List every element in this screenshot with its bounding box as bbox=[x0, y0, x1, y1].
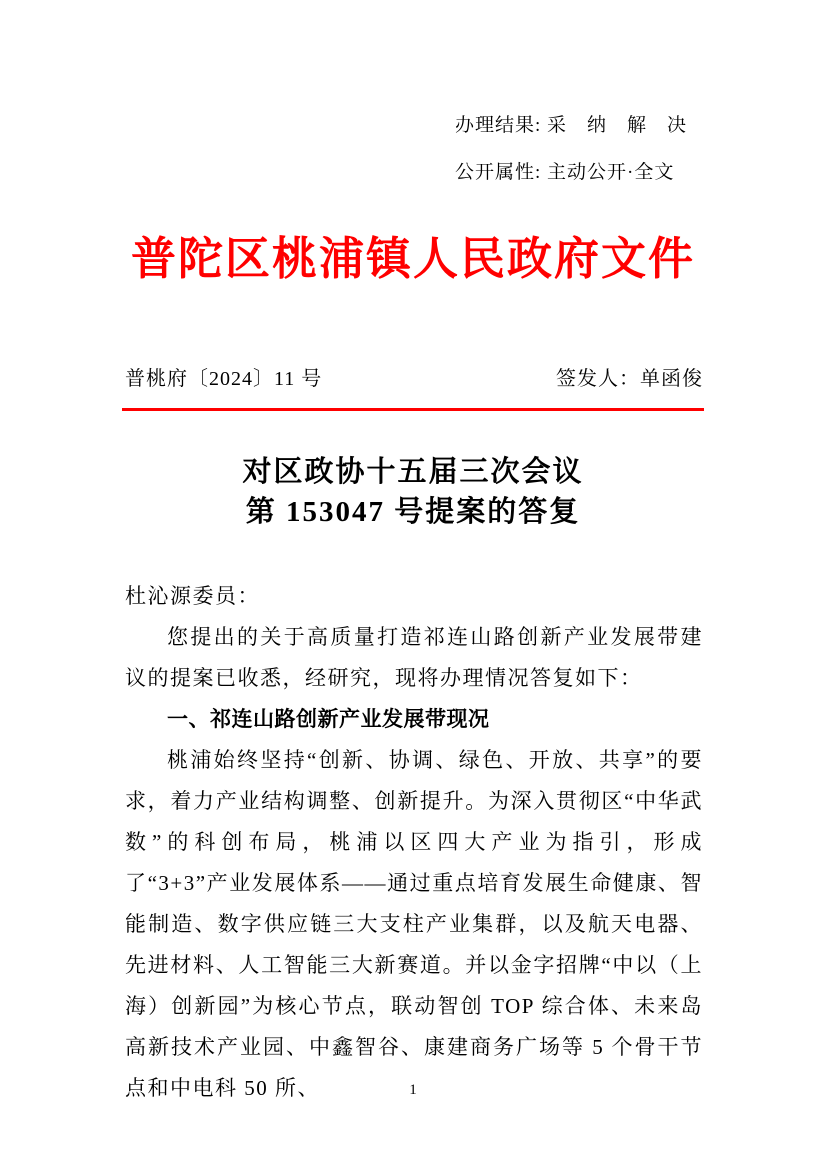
header-info-block bbox=[455, 102, 687, 196]
red-divider-line bbox=[122, 408, 704, 411]
publicity-attribute: 公开属性: 主动公开·全文 bbox=[455, 162, 675, 183]
document-title-line1: 对区政协十五届三次会议 bbox=[242, 456, 584, 488]
handling-result: 办理结果: 采 纳 解 决 bbox=[455, 115, 688, 136]
document-title bbox=[0, 452, 826, 532]
intro-paragraph: 您提出的关于高质量打造祁连山路创新产业发展带建议的提案已收悉，经研究，现将办理情况答复如下： bbox=[125, 625, 703, 690]
masthead-title: 普陀区桃浦镇人民政府文件 bbox=[130, 234, 695, 284]
page-number: 1 bbox=[409, 1082, 417, 1098]
section-1-heading: 一、祁连山路创新产业发展带现况 bbox=[167, 708, 490, 731]
salutation: 杜沁源委员： bbox=[125, 584, 260, 608]
section-1-paragraph: 桃浦始终坚持“创新、协调、绿色、开放、共享”的要求，着力产业结构调整、创新提升。为深入贯彻区“中华武数”的科创布局，桃浦以区四大产业为指引，形成了“3+3”产业发展体系——通过重点培育发展生命健康、智能制造、数字供应链三大支柱产业集群，以及航天电器、先进材料、人工智能三大新赛道。并以金字招牌“中以（上海）创新园”为核心节点，联动智创 TOP 综合体、未来岛高新技术产业园、中鑫智谷、康建商务广场等 5 个骨干节点和中电科 50 所、 bbox=[125, 748, 703, 1100]
document-number-row bbox=[125, 362, 703, 391]
document-title-line2: 第 153047 号提案的答复 bbox=[245, 496, 581, 528]
signer: 签发人：单函俊 bbox=[556, 368, 703, 390]
document-body bbox=[125, 576, 703, 1109]
document-number: 普桃府〔2024〕11 号 bbox=[125, 368, 323, 390]
